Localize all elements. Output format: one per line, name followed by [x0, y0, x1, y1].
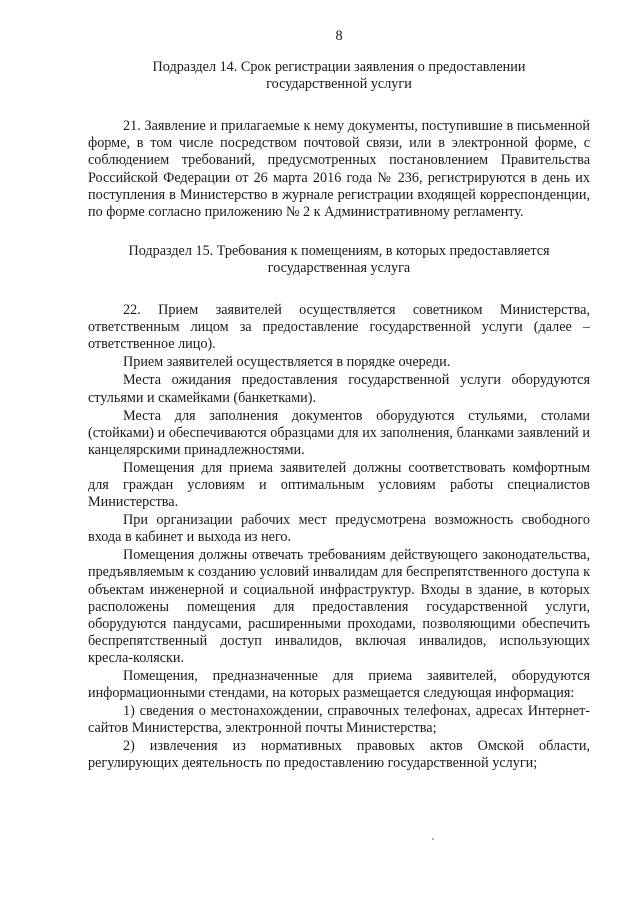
paragraph: Помещения должны отвечать требованиям действующего законодательства, предъявляемым к созданию условий инвалидам для беспрепятственного доступа к объектам инженерной и социальной инфраструктур. Входы в здание, в которых расположены помещения для предоставления государственной услуги, оборудуются пандусами, расширенными проходами, позволяющими обеспечить беспрепятственный доступ инвалидов, включая инвалидов, использующих кресла-коляски. — [88, 547, 590, 666]
paragraph: Прием заявителей осуществляется в порядке очереди. — [123, 354, 451, 371]
document-page — [88, 28, 590, 773]
paragraph: Помещения, предназначенные для приема заявителей, оборудуются информационными стендами, на которых размещается следующая информация: — [88, 668, 590, 702]
paragraph: Места ожидания предоставления государственной услуги оборудуются стульями и скамейками (банкетками). — [88, 372, 590, 406]
page-number: 8 — [335, 28, 343, 44]
paragraph: При организации рабочих мест предусмотрена возможность свободного входа в кабинет и выхода из него. — [88, 512, 590, 546]
paragraph: Помещения для приема заявителей должны соответствовать комфортным для граждан условиям и оптимальным условиям работы специалистов Министерства. — [88, 459, 590, 511]
paragraph: Места для заполнения документов оборудуются стульями, столами (стойками) и обеспечиваются образцами для их заполнения, бланками заявлений и канцелярскими принадлежностями. — [88, 407, 590, 458]
paragraph-21: 21. Заявление и прилагаемые к нему документы, поступившие в письменной форме, в том числе посредством почтовой связи, или в электронной форме, с соблюдением требований, предусмотренных постановлением Правительства Российской Федерации от 26 марта 2016 года № 236, регистрируются в день их поступления в Министерство в журнале регистрации входящей корреспонденции, по форме согласно приложению № 2 к Административному регламенту. — [88, 118, 590, 220]
list-item: 2) извлечения из нормативных правовых актов Омской области, регулирующих деятельность по предоставлению государственной услуги; — [88, 738, 590, 772]
subsection-15-heading: Подраздел 15. Требования к помещениям, в которых предоставляется государственная услуга — [128, 242, 550, 276]
list-item: 1) сведения о местонахождении, справочных телефонах, адресах Интернет-сайтов Министерства, электронной почты Министерства; — [88, 703, 590, 737]
paragraph-22: 22. Прием заявителей осуществляется советником Министерства, ответственным лицом за предоставление государственной услуги (далее – ответственное лицо). — [88, 302, 590, 353]
scan-artifact — [432, 838, 434, 840]
subsection-14-heading: Подраздел 14. Срок регистрации заявления о предоставлении государственной услуги — [152, 59, 526, 93]
